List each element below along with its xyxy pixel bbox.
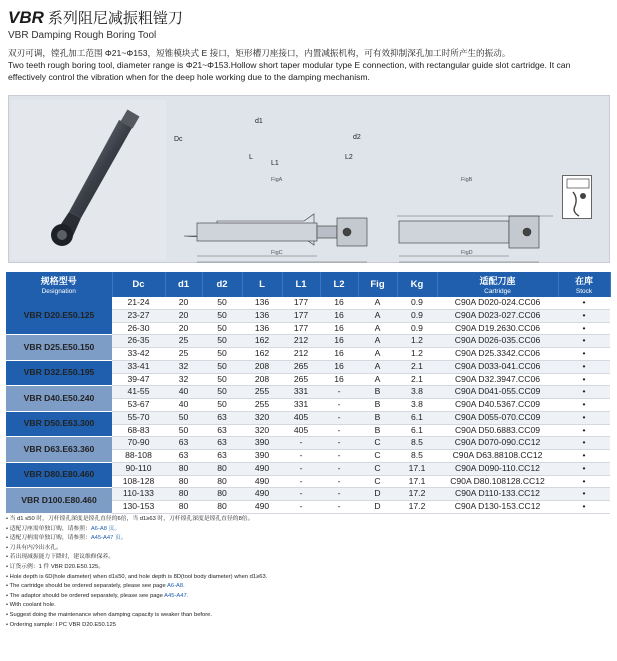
cartridge-cell: C90A D50.6883.CC09 — [437, 424, 558, 437]
fig-cell: A — [358, 360, 397, 373]
kg-cell: 8.5 — [397, 450, 437, 463]
L1-cell: 177 — [282, 309, 320, 322]
note-item — [6, 611, 606, 621]
d1-cell: 80 — [165, 488, 202, 501]
dc-cell: 88-108 — [112, 450, 165, 463]
kg-cell: 17.2 — [397, 501, 437, 514]
note-item — [6, 544, 606, 554]
cartridge-cell: C90A D63.88108.CC12 — [437, 450, 558, 463]
stock-cell: • — [558, 348, 610, 361]
L2-cell: - — [320, 450, 358, 463]
d2-cell: 50 — [202, 297, 242, 309]
kg-cell: 3.8 — [397, 386, 437, 399]
table-row — [6, 411, 610, 424]
kg-cell: 2.1 — [397, 373, 437, 386]
note-text: 若出现减振能力下降时，建议维修保养。 — [9, 554, 114, 561]
dc-cell: 41-55 — [112, 386, 165, 399]
cartridge-cell: C90A D110-133.CC12 — [437, 488, 558, 501]
kg-cell: 17.1 — [397, 475, 437, 488]
cartridge-cell: C90A D80.108128.CC12 — [437, 475, 558, 488]
note-item — [6, 601, 606, 611]
L-cell: 490 — [242, 462, 282, 475]
L2-cell: 16 — [320, 360, 358, 373]
dc-cell: 130-153 — [112, 501, 165, 514]
d2-cell: 50 — [202, 322, 242, 335]
th-d1: d1 — [165, 272, 202, 297]
fig-cell: A — [358, 348, 397, 361]
note-item — [6, 563, 606, 573]
stock-cell: • — [558, 399, 610, 412]
L2-cell: - — [320, 424, 358, 437]
d1-cell: 32 — [165, 360, 202, 373]
L-cell: 320 — [242, 411, 282, 424]
dc-cell: 21-24 — [112, 297, 165, 309]
kg-cell: 0.9 — [397, 297, 437, 309]
d2-cell: 50 — [202, 335, 242, 348]
fig-cell: C — [358, 437, 397, 450]
dc-cell: 110-133 — [112, 488, 165, 501]
L2-cell: - — [320, 462, 358, 475]
L2-cell: 16 — [320, 335, 358, 348]
spec-table — [6, 272, 611, 514]
note-item — [6, 621, 606, 631]
L2-cell: 16 — [320, 309, 358, 322]
figB-label: FigB — [461, 177, 473, 183]
bullet-icon: • — [6, 535, 10, 542]
note-text: Hole depth is 6D(hole diameter) when d1≤50, and hole depth is 8D(tool body diameter) when d1≥63. — [9, 573, 268, 580]
stock-cell: • — [558, 322, 610, 335]
L-cell: 136 — [242, 309, 282, 322]
bullet-icon: • — [6, 525, 10, 532]
designation-cell: VBR D100.E80.460 — [6, 488, 112, 514]
dc-cell: 26-30 — [112, 322, 165, 335]
dc-cell: 108-128 — [112, 475, 165, 488]
stock-cell: • — [558, 297, 610, 309]
fig-cell: B — [358, 399, 397, 412]
description-en: Two teeth rough boring tool, diameter range is Φ21~Φ153.Hollow short taper modular type E connection, with rectangular guide slot cartridge. It can effectively control the vibration when for the deep hole working due to the damping mechanism. — [8, 60, 571, 82]
d2-cell: 63 — [202, 437, 242, 450]
dim-l: L — [249, 154, 253, 161]
L1-cell: - — [282, 437, 320, 450]
L-cell: 208 — [242, 373, 282, 386]
cartridge-cell: C90A D033-041.CC06 — [437, 360, 558, 373]
dc-cell: 23-27 — [112, 309, 165, 322]
cartridge-cell: C90A D020-024.CC06 — [437, 297, 558, 309]
kg-cell: 1.2 — [397, 348, 437, 361]
L-cell: 208 — [242, 360, 282, 373]
fig-cell: B — [358, 386, 397, 399]
L-cell: 490 — [242, 475, 282, 488]
note-item — [6, 573, 606, 583]
figA-body — [197, 223, 317, 241]
d2-cell: 50 — [202, 386, 242, 399]
bullet-icon: • — [6, 516, 10, 522]
kg-cell: 2.1 — [397, 360, 437, 373]
fig-cell: C — [358, 462, 397, 475]
kg-cell: 0.9 — [397, 322, 437, 335]
th-l2: L2 — [320, 272, 358, 297]
L-cell: 490 — [242, 488, 282, 501]
bullet-icon: • — [6, 573, 10, 580]
table-row — [6, 386, 610, 399]
L1-cell: 405 — [282, 424, 320, 437]
d2-cell: 50 — [202, 309, 242, 322]
kg-cell: 1.2 — [397, 335, 437, 348]
fig-cell: C — [358, 450, 397, 463]
dc-cell: 33-42 — [112, 348, 165, 361]
d1-cell: 20 — [165, 309, 202, 322]
L2-cell: - — [320, 411, 358, 424]
note-item — [6, 582, 606, 592]
L1-cell: - — [282, 501, 320, 514]
d2-cell: 50 — [202, 360, 242, 373]
kg-cell: 17.2 — [397, 488, 437, 501]
dc-cell: 68-83 — [112, 424, 165, 437]
d2-cell: 50 — [202, 399, 242, 412]
bullet-icon: • — [6, 592, 10, 599]
stock-cell: • — [558, 450, 610, 463]
L-cell: 390 — [242, 437, 282, 450]
d1-cell: 63 — [165, 450, 202, 463]
page-ref-link[interactable]: A45-A47 页。 — [90, 535, 127, 542]
dim-l1: L1 — [271, 160, 279, 167]
stock-cell: • — [558, 437, 610, 450]
stock-cell: • — [558, 475, 610, 488]
th-d2: d2 — [202, 272, 242, 297]
cartridge-cell: C90A D041-055.CC09 — [437, 386, 558, 399]
d1-cell: 20 — [165, 297, 202, 309]
note-text: 适配刀座需单独订购，请参照： — [9, 525, 91, 532]
L1-cell: 265 — [282, 373, 320, 386]
bullet-icon: • — [6, 544, 10, 551]
d2-cell: 80 — [202, 475, 242, 488]
fig-cell: B — [358, 411, 397, 424]
kg-cell: 3.8 — [397, 399, 437, 412]
d1-cell: 50 — [165, 424, 202, 437]
d1-cell: 40 — [165, 386, 202, 399]
note-item — [6, 553, 606, 563]
L1-cell: - — [282, 488, 320, 501]
d2-cell: 50 — [202, 348, 242, 361]
note-text: The cartridge should be ordered separately, please see page — [9, 583, 168, 590]
d2-cell: 63 — [202, 424, 242, 437]
bullet-icon: • — [6, 602, 10, 609]
description-cn: 双刃可调，镗孔加工范围 Φ21~Φ153，短锥模块式 E 接口，矩形槽刀座接口，内置减振机构，可有效抑制深孔加工时所产生的振动。 — [8, 48, 511, 58]
d2-cell: 80 — [202, 462, 242, 475]
note-item — [6, 534, 606, 544]
L1-cell: - — [282, 475, 320, 488]
L1-cell: 405 — [282, 411, 320, 424]
note-item — [6, 592, 606, 602]
dc-cell: 55-70 — [112, 411, 165, 424]
stock-cell: • — [558, 424, 610, 437]
L1-cell: - — [282, 462, 320, 475]
th-kg: Kg — [397, 272, 437, 297]
fig-cell: A — [358, 297, 397, 309]
dc-cell: 33-41 — [112, 360, 165, 373]
d1-cell: 80 — [165, 501, 202, 514]
designation-cell: VBR D32.E50.195 — [6, 360, 112, 386]
fig-cell: B — [358, 424, 397, 437]
figure-panel — [8, 95, 610, 263]
designation-cell: VBR D63.E63.360 — [6, 437, 112, 463]
fig-cell: D — [358, 488, 397, 501]
d1-cell: 32 — [165, 373, 202, 386]
designation-cell: VBR D25.E50.150 — [6, 335, 112, 361]
d1-cell: 25 — [165, 348, 202, 361]
L-cell: 390 — [242, 450, 282, 463]
technical-drawings — [9, 96, 611, 264]
L-cell: 490 — [242, 501, 282, 514]
L1-cell: 331 — [282, 386, 320, 399]
designation-cell: VBR D80.E80.460 — [6, 462, 112, 488]
L2-cell: 16 — [320, 373, 358, 386]
stock-cell: • — [558, 373, 610, 386]
table-row — [6, 360, 610, 373]
cartridge-cell: C90A D40.5367.CC09 — [437, 399, 558, 412]
note-text: The adaptor should be ordered separately, please see page — [9, 592, 165, 599]
note-item — [6, 525, 606, 535]
bullet-icon: • — [6, 611, 10, 618]
L2-cell: 16 — [320, 348, 358, 361]
kg-cell: 6.1 — [397, 424, 437, 437]
d2-cell: 80 — [202, 488, 242, 501]
L2-cell: - — [320, 475, 358, 488]
bullet-icon: • — [6, 554, 10, 561]
note-text: With coolant hole. — [9, 602, 56, 609]
L2-cell: - — [320, 437, 358, 450]
title-code: VBR — [8, 8, 44, 27]
L2-cell: - — [320, 399, 358, 412]
L-cell: 136 — [242, 322, 282, 335]
notes-list — [6, 515, 606, 630]
L-cell: 162 — [242, 348, 282, 361]
L1-cell: 331 — [282, 399, 320, 412]
table-row — [6, 297, 610, 309]
dc-cell: 53-67 — [112, 399, 165, 412]
figD-label: FigD — [461, 250, 473, 256]
stock-cell: • — [558, 360, 610, 373]
cartridge-cell: C90A D070-090.CC12 — [437, 437, 558, 450]
page-ref-link[interactable]: A6-A8 页。 — [90, 525, 121, 532]
designation-cell: VBR D20.E50.125 — [6, 297, 112, 335]
cartridge-cell: C90A D023-027.CC06 — [437, 309, 558, 322]
stock-cell: • — [558, 386, 610, 399]
stock-cell: • — [558, 462, 610, 475]
stock-cell: • — [558, 488, 610, 501]
cartridge-cell: C90A D25.3342.CC06 — [437, 348, 558, 361]
cartridge-cell: C90A D090-110.CC12 — [437, 462, 558, 475]
kg-cell: 0.9 — [397, 309, 437, 322]
note-text: Ordering sample: I PC VBR D20.E50.125 — [9, 621, 116, 628]
table-row — [6, 437, 610, 450]
spec-table-body — [6, 297, 610, 513]
stock-cell: • — [558, 309, 610, 322]
dc-cell: 39-47 — [112, 373, 165, 386]
L1-cell: 212 — [282, 335, 320, 348]
figC-label: FigC — [271, 250, 283, 256]
designation-cell: VBR D40.E50.240 — [6, 386, 112, 412]
L2-cell: - — [320, 501, 358, 514]
th-fig: Fig — [358, 272, 397, 297]
d2-cell: 80 — [202, 501, 242, 514]
note-text: Suggest doing the maintenance when damping capacity is weaker than before. — [9, 611, 213, 618]
L1-cell: 177 — [282, 297, 320, 309]
L1-cell: 212 — [282, 348, 320, 361]
d1-cell: 40 — [165, 399, 202, 412]
cartridge-cell: C90A D130-153.CC12 — [437, 501, 558, 514]
note-item — [6, 515, 606, 525]
table-row — [6, 488, 610, 501]
table-header-row — [6, 272, 610, 297]
d1-cell: 20 — [165, 322, 202, 335]
note-text: 当 d1 ≤50 时，刀杆镗孔深度是镗孔直径的6倍，当 d1≥63 时，刀杆镗孔深度是镗孔直径的8倍。 — [9, 516, 254, 522]
page-ref-link[interactable]: A6-A8. — [167, 583, 185, 590]
bullet-icon: • — [6, 621, 10, 628]
L-cell: 255 — [242, 386, 282, 399]
L-cell: 136 — [242, 297, 282, 309]
bullet-icon: • — [6, 583, 10, 590]
cartridge-cell: C90A D19.2630.CC06 — [437, 322, 558, 335]
d2-cell: 63 — [202, 450, 242, 463]
damping-warning-icon — [562, 175, 592, 219]
page-ref-link[interactable]: A45-A47. — [164, 592, 189, 599]
dim-dc: Dc — [174, 136, 183, 143]
note-text: 订货示例：1 件 VBR D20.E50.125。 — [9, 563, 105, 570]
dc-cell: 90-110 — [112, 462, 165, 475]
kg-cell: 8.5 — [397, 437, 437, 450]
cartridge-cell: C90A D026-035.CC06 — [437, 335, 558, 348]
th-stock: 在库 Stock — [558, 272, 610, 297]
th-l: L — [242, 272, 282, 297]
fig-cell: C — [358, 475, 397, 488]
note-text: 刀具有内冷出水孔。 — [9, 544, 62, 551]
kg-cell: 6.1 — [397, 411, 437, 424]
d2-cell: 50 — [202, 373, 242, 386]
L2-cell: 16 — [320, 297, 358, 309]
L-cell: 255 — [242, 399, 282, 412]
table-row — [6, 335, 610, 348]
dim-d2: d2 — [353, 134, 361, 141]
dim-d1: d1 — [255, 118, 263, 125]
L2-cell: 16 — [320, 322, 358, 335]
title-cn: 系列阻尼减振粗镗刀 — [47, 10, 183, 27]
L2-cell: - — [320, 488, 358, 501]
fig-cell: A — [358, 309, 397, 322]
d1-cell: 63 — [165, 437, 202, 450]
fig-cell: A — [358, 335, 397, 348]
subtitle: VBR Damping Rough Boring Tool — [8, 30, 157, 41]
d1-cell: 80 — [165, 462, 202, 475]
d2-cell: 63 — [202, 411, 242, 424]
stock-cell: • — [558, 411, 610, 424]
cartridge-cell: C90A D055-070.CC09 — [437, 411, 558, 424]
th-designation: 规格型号 Designation — [6, 272, 112, 297]
L2-cell: - — [320, 386, 358, 399]
figB-body — [399, 221, 509, 243]
designation-cell: VBR D50.E63.300 — [6, 411, 112, 437]
dc-cell: 70-90 — [112, 437, 165, 450]
fig-cell: A — [358, 373, 397, 386]
th-dc: Dc — [112, 272, 165, 297]
d1-cell: 50 — [165, 411, 202, 424]
figA-label: FigA — [271, 177, 283, 183]
stock-cell: • — [558, 335, 610, 348]
table-row — [6, 462, 610, 475]
th-cartridge: 适配刀座 Cartridge — [437, 272, 558, 297]
fig-cell: A — [358, 322, 397, 335]
L1-cell: 177 — [282, 322, 320, 335]
L1-cell: - — [282, 450, 320, 463]
page-title — [8, 7, 183, 29]
fig-cell: D — [358, 501, 397, 514]
cartridge-cell: C90A D32.3947.CC06 — [437, 373, 558, 386]
note-text: 适配刀柄需单独订购，请参照： — [9, 535, 91, 542]
stock-cell: • — [558, 501, 610, 514]
th-l1: L1 — [282, 272, 320, 297]
L1-cell: 265 — [282, 360, 320, 373]
d1-cell: 25 — [165, 335, 202, 348]
d1-cell: 80 — [165, 475, 202, 488]
kg-cell: 17.1 — [397, 462, 437, 475]
L-cell: 162 — [242, 335, 282, 348]
dc-cell: 26-35 — [112, 335, 165, 348]
dim-l2: L2 — [345, 154, 353, 161]
L-cell: 320 — [242, 424, 282, 437]
bullet-icon: • — [6, 563, 10, 570]
